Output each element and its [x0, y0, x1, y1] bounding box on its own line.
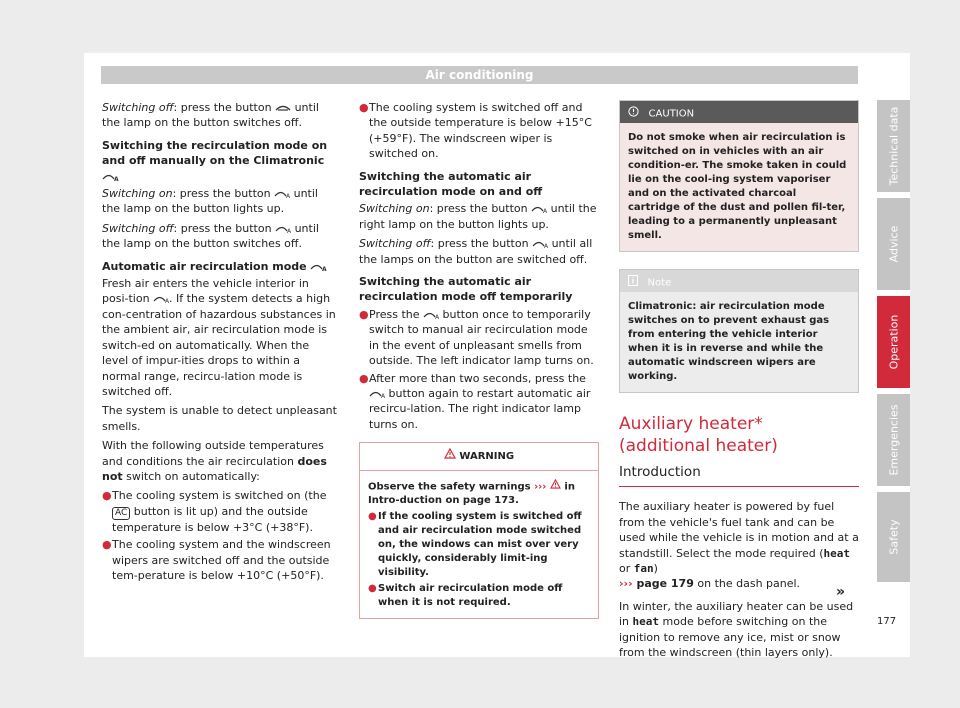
page-number: 177 — [877, 616, 897, 627]
svg-text:A: A — [435, 313, 440, 321]
bullet-icon: ● — [368, 511, 377, 523]
section-subheading: Introduction — [619, 465, 859, 487]
list-item: ● Switch air recirculation mode off when it is not required. — [368, 583, 563, 609]
tab-technical-data[interactable]: Technical data — [877, 100, 910, 192]
column-2 — [359, 100, 599, 619]
column-1 — [102, 100, 338, 585]
recirculation-auto-icon — [423, 311, 439, 319]
recirculation-auto-icon — [531, 205, 548, 216]
warning-triangle-icon — [550, 479, 561, 494]
recirculation-auto-icon — [369, 390, 385, 398]
bullet-icon: ● — [359, 371, 369, 385]
recirculation-auto-icon — [275, 225, 291, 233]
continue-arrow-icon: » — [836, 584, 846, 600]
paragraph: Fresh air enters the vehicle interior in posi-tion A . If the system detects a high con-centration of hazardous substances in the ambient air, air recirculation mode is switch-ed on automatically. When the level of impur-ities drops to within a normal range, recircu-lation mode is switched off. — [102, 277, 336, 398]
paragraph: Switching on: press the button A until the lamp on the button lights up. — [102, 187, 318, 216]
paragraph: The auxiliary heater is powered by fuel from the vehicle's fuel tank and can be used while the vehicle is in motion and at a standstill. Select the mode required (heat or fan) ››› page 179 on the dash panel. — [619, 500, 859, 591]
recirculation-icon — [275, 104, 291, 112]
subheading: Switching the automatic air recirculation mode off temporarily — [359, 275, 573, 304]
recirculation-auto-icon — [532, 240, 549, 251]
svg-text:A: A — [381, 392, 386, 400]
bullet-icon: ● — [102, 489, 112, 503]
subheading: Automatic air recirculation mode A — [102, 259, 328, 273]
svg-text:A: A — [287, 227, 292, 235]
caution-header: CAUTION — [620, 101, 858, 123]
note-body: Climatronic: air recirculation mode switches on to prevent exhaust gas from entering the vehicle interior when it is in reverse and while the automatic windscreen wipers are working. — [620, 292, 858, 392]
recirculation-auto-icon — [274, 190, 291, 201]
recirculation-auto-icon — [153, 295, 170, 306]
section-heading: Auxiliary heater* (additional heater) — [619, 414, 778, 456]
caution-body: Do not smoke when air recirculation is switched on in vehicles with an air condition-er. The smoke taken in could lie on the cool-ing system vaporiser and on the activated charcoal cartridge of the dust and pollen fil-ter, leading to a permanently unpleasant smell. — [620, 123, 858, 251]
ac-key: AC — [112, 507, 130, 520]
paragraph: Switching on: press the button A until the right lamp on the button lights up. — [359, 202, 597, 231]
tab-safety[interactable]: Safety — [877, 492, 910, 582]
warning-header: WARNING — [360, 443, 598, 471]
svg-text:A: A — [165, 298, 170, 306]
note-header: Note — [620, 270, 858, 292]
section-header: Air conditioning — [101, 66, 858, 84]
warning-triangle-icon — [444, 448, 456, 464]
caution-circle-icon — [628, 106, 639, 121]
list-item: ● After more than two seconds, press the A button again to restart automatic air recircu-lation. The right indicator lamp turns on. — [359, 371, 591, 431]
caution-box — [619, 100, 859, 252]
bullet-icon: ● — [102, 538, 112, 552]
bullet-icon: ● — [368, 583, 377, 595]
svg-text:A: A — [322, 265, 328, 273]
paragraph: The system is unable to detect unpleasant smells. — [102, 404, 337, 433]
recirculation-auto-icon — [310, 263, 326, 271]
tab-emergencies[interactable]: Emergencies — [877, 394, 910, 486]
bullet-icon: ● — [359, 101, 369, 114]
tab-operation[interactable]: Operation — [877, 296, 910, 388]
svg-text:A: A — [114, 175, 119, 183]
list-item: ● The cooling system is switched on (the AC button is lit up) and the outside temperature is below +3°C (+38°F). — [102, 489, 327, 534]
svg-text:A: A — [286, 193, 291, 201]
paragraph: Switching off: press the button A until all the lamps on the button are switched off. — [359, 237, 593, 266]
warning-box — [359, 442, 599, 619]
svg-text:A: A — [544, 243, 549, 251]
page-link[interactable]: page 179 — [632, 577, 694, 591]
svg-text:A: A — [543, 208, 548, 216]
column-3 — [619, 100, 859, 667]
tab-advice[interactable]: Advice — [877, 198, 910, 290]
info-icon — [628, 275, 638, 290]
warning-body: Observe the safety warnings ››› in Intro-duction on page 173. ● If the cooling system is switched off and air recirculation mode switched on, the windows can mist over very quickly, considerably limit-ing visibility. ● Switch air recirculation mode off when it is not required. — [360, 471, 598, 619]
bullet-icon: ● — [359, 307, 369, 321]
list-item: ● Press the A button once to temporarily switch to manual air recirculation mode in the event of unpleasant smells from outside. The left indicator lamp turns on. — [359, 307, 594, 368]
paragraph: With the following outside temperatures and conditions the air recirculation does not switch on automatically: — [102, 439, 327, 483]
list-item: ● If the cooling system is switched off and air recirculation mode switched on, the windows can mist over very quickly, considerably limit-ing visibility. — [368, 511, 582, 579]
subheading: Switching the recirculation mode on and off manually on the Climatronic A — [102, 138, 328, 183]
paragraph: Switching off: press the button A until the lamp on the button switches off. — [102, 221, 319, 251]
paragraph: Switching off: press the button until the lamp on the button switches off. — [102, 101, 319, 130]
subheading: Switching the automatic air recirculation mode on and off — [359, 169, 543, 199]
recirculation-auto-icon — [102, 173, 118, 181]
list-item: ● The cooling system is switched off and the outside temperature is below +15°C (+59°F). The windscreen wiper is switched on. — [359, 101, 592, 161]
paragraph: In winter, the auxiliary heater can be used in heat mode before switching on the ignition to remove any ice, mist or snow from the windscreen (thin layers only). — [619, 599, 854, 660]
list-item: ● The cooling system and the windscreen wipers are switched off and the outside tem-perature is below +10°C (+50°F). — [102, 538, 331, 582]
note-box — [619, 269, 859, 393]
